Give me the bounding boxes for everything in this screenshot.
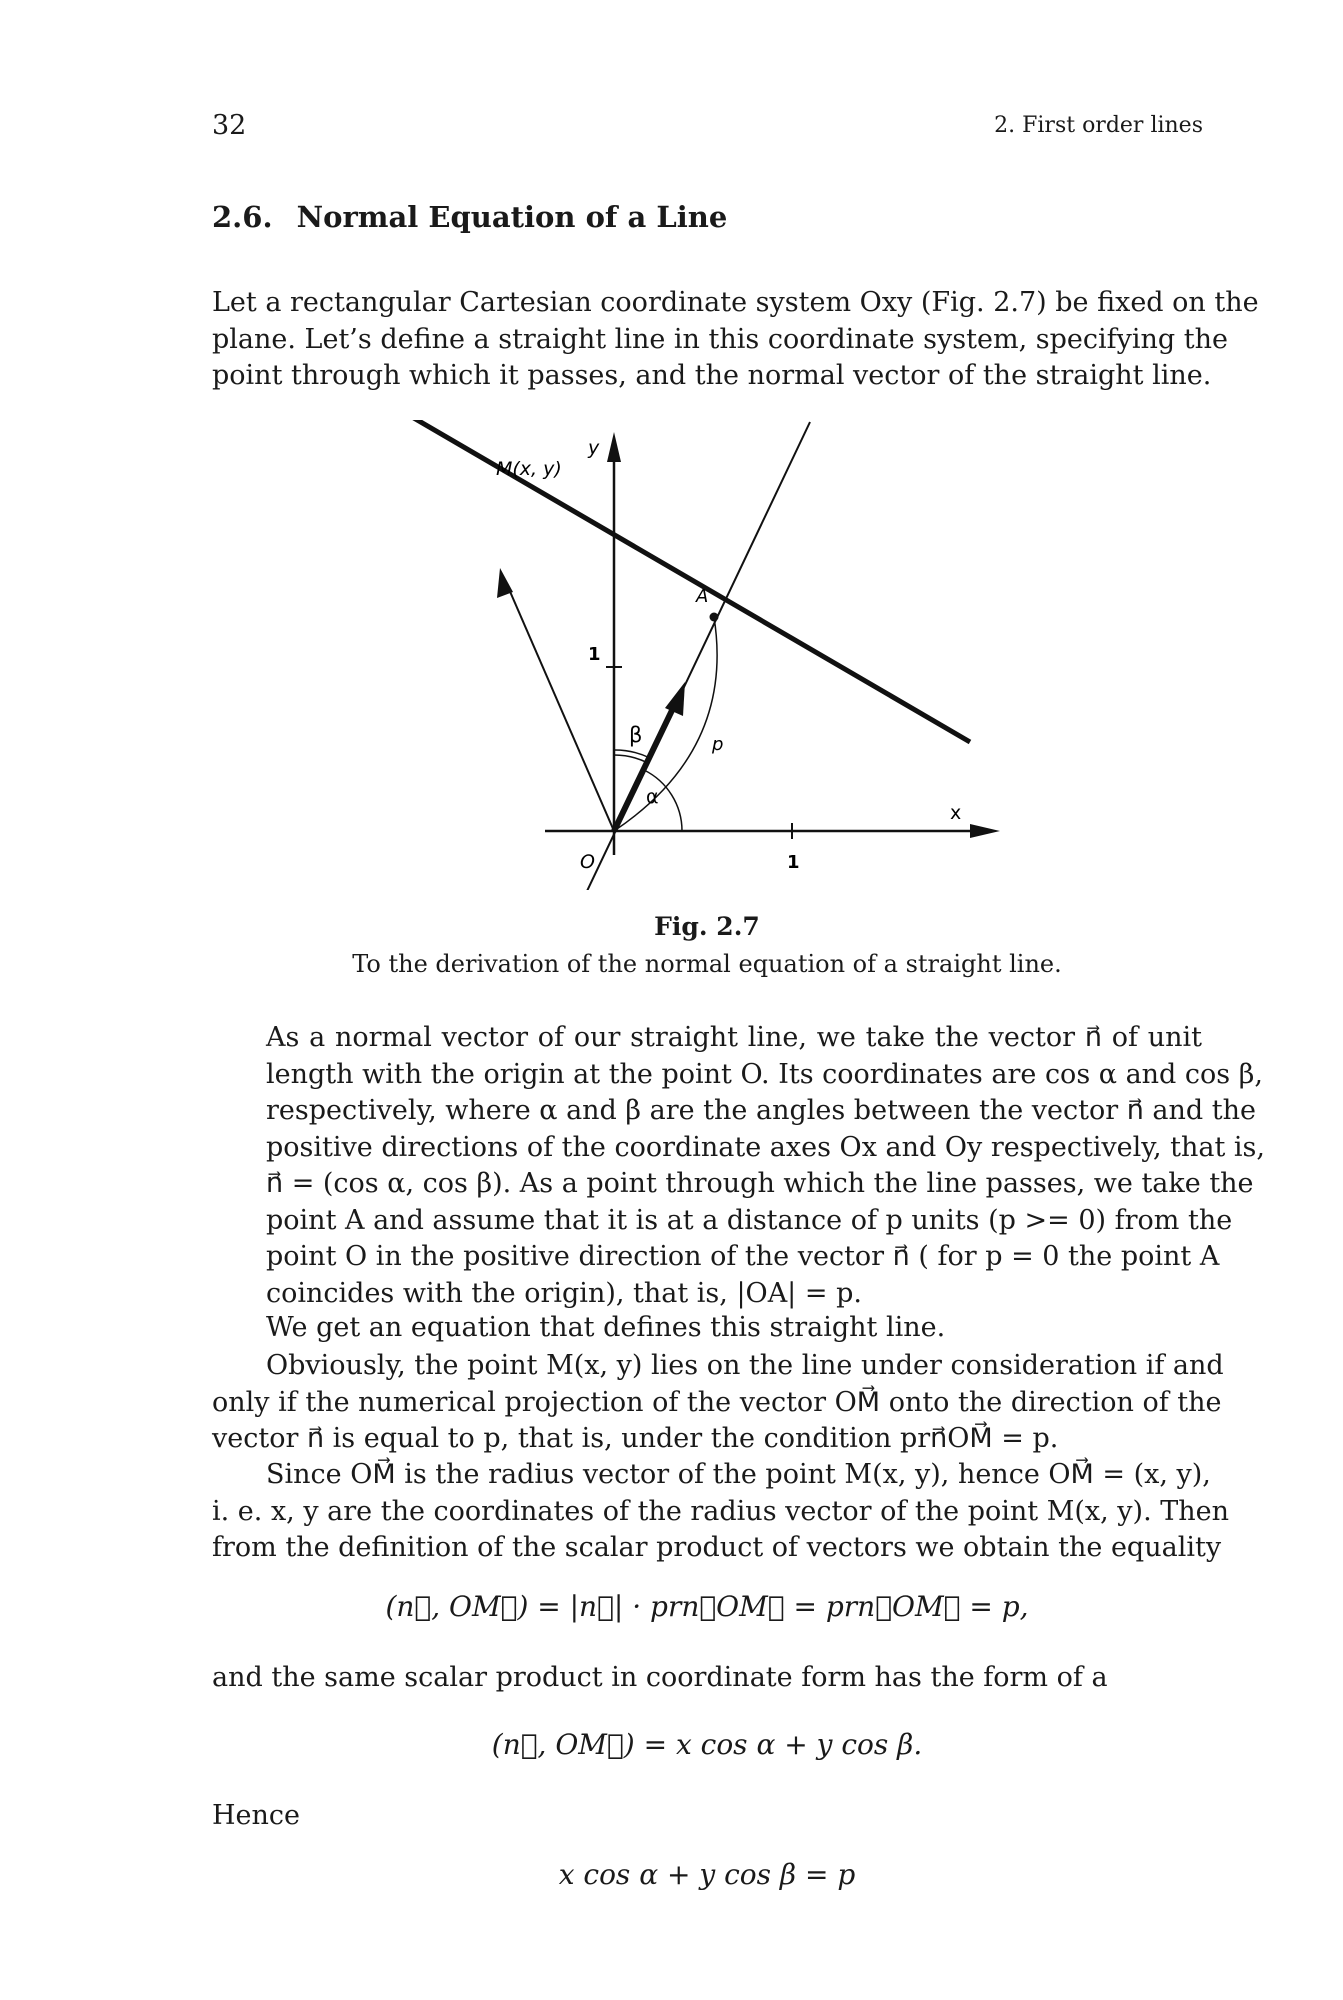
x-axis-arrow-icon: [970, 824, 1000, 838]
label-origin: O: [580, 851, 595, 873]
obviously-paragraph: [212, 1348, 1224, 1458]
text-line: Obviously, the point M(x, y) lies on the line under consideration if and: [266, 1350, 1224, 1381]
text-line: vector n⃗ is equal to p, that is, under the condition prn⃗OM⃗ = p.: [212, 1423, 1059, 1454]
text-line: n⃗ = (cos α, cos β). As a point through which the line passes, we take the: [266, 1168, 1254, 1199]
label-one-y: 1: [588, 644, 601, 665]
text-line: from the definition of the scalar product of vectors we obtain the equality: [212, 1532, 1222, 1563]
text-line: Let a rectangular Cartesian coordinate system Oxy (Fig. 2.7) be fixed on the: [212, 287, 1259, 318]
vector-om: [505, 580, 614, 831]
figure-diagram: [400, 420, 1020, 890]
text-line: point through which it passes, and the normal vector of the straight line.: [212, 360, 1212, 391]
section-title: [212, 200, 727, 234]
figure-caption: To the derivation of the normal equation of a straight line.: [352, 950, 1062, 978]
the-straight-line: [400, 420, 970, 742]
section-number: 2.6.: [212, 200, 273, 234]
angle-beta-arc: [614, 755, 648, 763]
text-line: coincides with the origin), that is, |OA| = p.: [266, 1277, 862, 1309]
label-beta: β: [629, 723, 643, 747]
y-axis-arrow-icon: [607, 432, 621, 462]
text-line: respectively, where α and β are the angles between the vector n⃗ and the: [266, 1095, 1256, 1126]
section-title-text: Normal Equation of a Line: [296, 200, 728, 234]
vector-n: [614, 702, 676, 831]
figure-label: Fig. 2.7: [654, 912, 760, 941]
body-paragraph: [212, 1020, 1265, 1312]
equation-1: (n⃗, OM⃗) = |n⃗| · prn⃗OM⃗ = prn⃗OM⃗ = p,: [385, 1590, 1029, 1623]
label-alpha: α: [646, 786, 659, 808]
n-arrow-icon: [665, 682, 685, 716]
hence-label: Hence: [212, 1800, 301, 1831]
text-line: i. e. x, y are the coordinates of the radius vector of the point M(x, y). Then: [212, 1495, 1229, 1527]
intro-paragraph: [212, 285, 1259, 395]
text-line: point A and assume that it is at a distance of p units (p >= 0) from the: [266, 1204, 1233, 1236]
and-same-line: and the same scalar product in coordinate form has the form of a: [212, 1662, 1108, 1693]
label-a: A: [696, 586, 709, 607]
text-line: plane. Let’s define a straight line in this coordinate system, specifying the: [212, 323, 1228, 355]
page-number: 32: [212, 110, 247, 141]
label-m: M(x, y): [496, 458, 562, 480]
text-line: length with the origin at the point O. Its coordinates are cos α and cos β,: [266, 1058, 1263, 1090]
label-x: x: [950, 802, 962, 824]
label-p: p: [712, 734, 724, 755]
label-one-x: 1: [787, 852, 800, 873]
text-line: As a normal vector of our straight line, we take the vector n⃗ of unit: [266, 1022, 1202, 1053]
get-equation-line: We get an equation that defines this straight line.: [266, 1312, 946, 1343]
equation-3: x cos α + y cos β = p: [558, 1858, 856, 1891]
figure-2-7: [400, 420, 1020, 890]
text-line: positive directions of the coordinate axes Ox and Oy respectively, that is,: [266, 1131, 1265, 1163]
running-head: 2. First order lines: [994, 113, 1203, 138]
since-paragraph: [212, 1457, 1229, 1567]
equation-2: (n⃗, OM⃗) = x cos α + y cos β.: [491, 1728, 923, 1761]
label-y: y: [588, 437, 600, 459]
text-line: Since OM⃗ is the radius vector of the point M(x, y), hence OM⃗ = (x, y),: [266, 1459, 1211, 1490]
text-line: only if the numerical projection of the vector OM⃗ onto the direction of the: [212, 1386, 1222, 1418]
text-line: point O in the positive direction of the vector n⃗ ( for p = 0 the point A: [266, 1241, 1220, 1272]
